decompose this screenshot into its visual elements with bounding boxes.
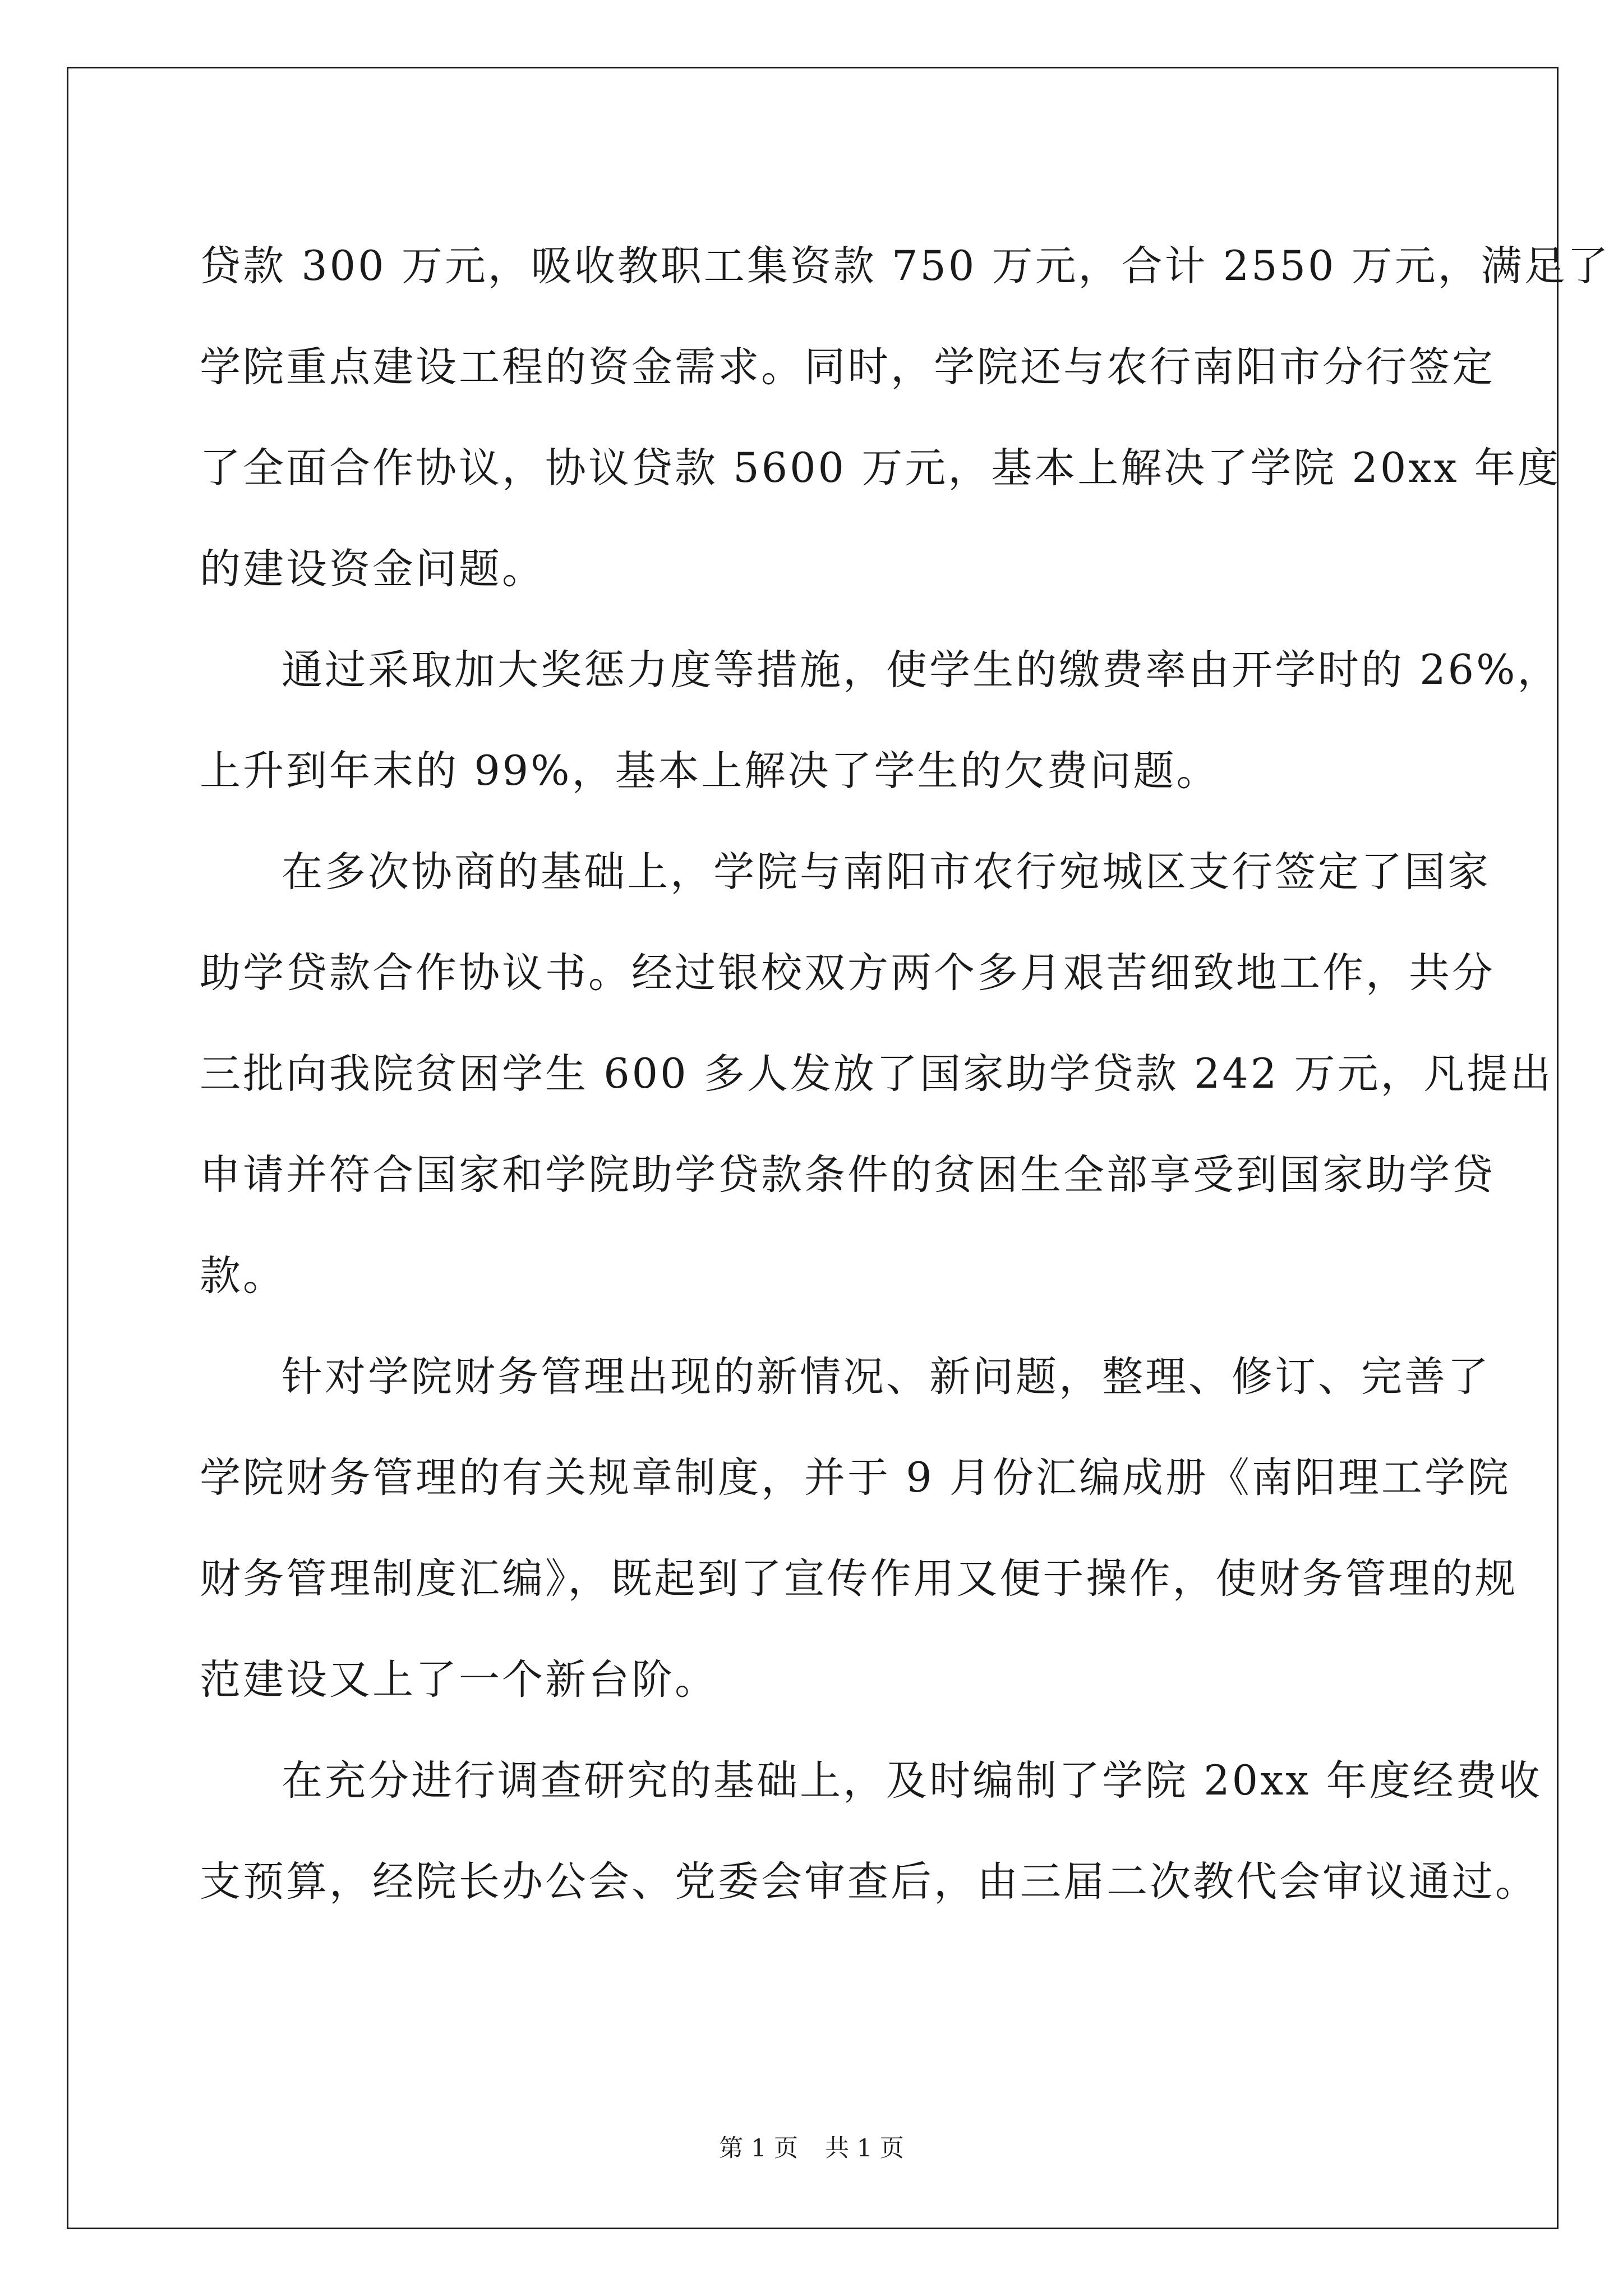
page-total: 共 1 页 xyxy=(825,2134,904,2162)
text-line: 支预算，经院长办公会、党委会审查后，由三届二次教代会审议通过。 xyxy=(200,1858,1538,1906)
text-line: 的建设资金问题。 xyxy=(200,545,545,593)
text-line: 在充分进行调查研究的基础上，及时编制了学院 20xx 年度经费收 xyxy=(282,1757,1542,1805)
text-line: 学院财务管理的有关规章制度，并于 9 月份汇编成册《南阳理工学院 xyxy=(200,1454,1511,1502)
text-line: 针对学院财务管理出现的新情况、新问题，整理、修订、完善了 xyxy=(282,1353,1491,1401)
text-line: 款。 xyxy=(200,1252,286,1300)
text-line: 上升到年末的 99%，基本上解决了学生的欠费问题。 xyxy=(200,747,1220,795)
text-line: 财务管理制度汇编》，既起到了宣传作用又便于操作，使财务管理的规 xyxy=(200,1555,1518,1603)
text-line: 学院重点建设工程的资金需求。同时，学院还与农行南阳市分行签定 xyxy=(200,343,1495,391)
page-footer xyxy=(0,2129,1623,2164)
text-line: 通过采取加大奖惩力度等措施，使学生的缴费率由开学时的 26%， xyxy=(282,646,1561,694)
text-line: 范建设又上了一个新台阶。 xyxy=(200,1656,718,1704)
text-line: 助学贷款合作协议书。经过银校双方两个多月艰苦细致地工作，共分 xyxy=(200,949,1495,997)
text-line: 了全面合作协议，协议贷款 5600 万元，基本上解决了学院 20xx 年度 xyxy=(200,444,1561,492)
page-number: 第 1 页 xyxy=(719,2134,798,2162)
text-line: 申请并符合国家和学院助学贷款条件的贫困生全部享受到国家助学贷 xyxy=(200,1151,1495,1199)
text-line: 在多次协商的基础上，学院与南阳市农行宛城区支行签定了国家 xyxy=(282,848,1491,896)
text-line: 贷款 300 万元，吸收教职工集资款 750 万元，合计 2550 万元，满足了 xyxy=(200,242,1611,290)
document-body xyxy=(200,216,1611,1932)
text-line: 三批向我院贫困学生 600 多人发放了国家助学贷款 242 万元，凡提出 xyxy=(200,1050,1553,1098)
